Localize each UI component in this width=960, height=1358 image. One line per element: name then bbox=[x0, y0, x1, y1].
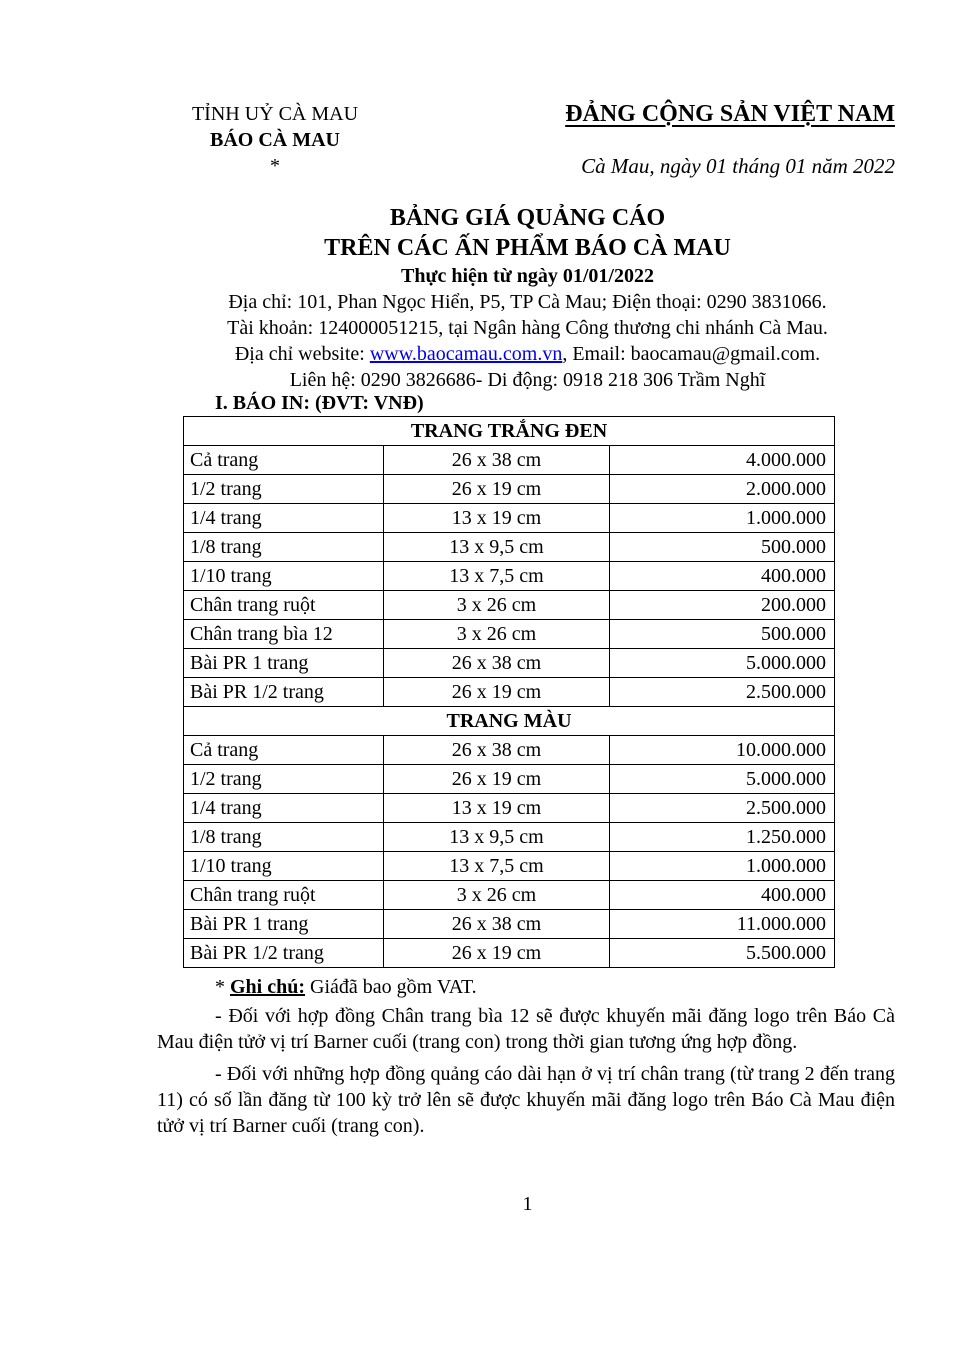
table-row bbox=[184, 562, 835, 591]
row-name: 1/4 trang bbox=[184, 794, 384, 823]
row-price: 4.000.000 bbox=[610, 446, 835, 475]
row-size: 26 x 19 cm bbox=[384, 678, 610, 707]
notes-block bbox=[157, 974, 895, 1139]
date-line: Cà Mau, ngày 01 tháng 01 năm 2022 bbox=[581, 154, 895, 178]
row-name: Chân trang ruột bbox=[184, 881, 384, 910]
row-name: Bài PR 1/2 trang bbox=[184, 678, 384, 707]
effective-date: Thực hiện từ ngày 01/01/2022 bbox=[401, 265, 654, 287]
row-size: 26 x 38 cm bbox=[384, 736, 610, 765]
row-size: 26 x 38 cm bbox=[384, 910, 610, 939]
table-row bbox=[184, 591, 835, 620]
row-size: 26 x 19 cm bbox=[384, 475, 610, 504]
row-price: 1.250.000 bbox=[610, 823, 835, 852]
table-row bbox=[184, 852, 835, 881]
table-row bbox=[184, 475, 835, 504]
title-line-2: TRÊN CÁC ẤN PHẨM BÁO CÀ MAU bbox=[324, 235, 731, 261]
row-price: 400.000 bbox=[610, 562, 835, 591]
row-size: 3 x 26 cm bbox=[384, 591, 610, 620]
row-name: 1/10 trang bbox=[184, 562, 384, 591]
org-newspaper: BÁO CÀ MAU bbox=[210, 129, 340, 151]
note-vat bbox=[157, 974, 895, 1000]
row-size: 26 x 38 cm bbox=[384, 649, 610, 678]
row-name: Bài PR 1/2 trang bbox=[184, 939, 384, 968]
row-price: 5.000.000 bbox=[610, 765, 835, 794]
section-bw-title: TRANG TRẮNG ĐEN bbox=[184, 417, 835, 446]
org-header bbox=[160, 101, 390, 179]
row-price: 10.000.000 bbox=[610, 736, 835, 765]
row-name: 1/8 trang bbox=[184, 823, 384, 852]
row-price: 200.000 bbox=[610, 591, 835, 620]
row-size: 13 x 9,5 cm bbox=[384, 533, 610, 562]
row-size: 13 x 19 cm bbox=[384, 794, 610, 823]
row-price: 1.000.000 bbox=[610, 504, 835, 533]
row-price: 2.500.000 bbox=[610, 678, 835, 707]
contact-hotline: Liên hệ: 0290 3826686- Di động: 0918 218 306 Trầm Nghĩ bbox=[289, 369, 766, 391]
row-size: 13 x 19 cm bbox=[384, 504, 610, 533]
document-title bbox=[160, 203, 895, 393]
row-price: 5.500.000 bbox=[610, 939, 835, 968]
section-color bbox=[184, 707, 835, 736]
row-name: 1/8 trang bbox=[184, 533, 384, 562]
table-row bbox=[184, 765, 835, 794]
note-label-prefix: * bbox=[215, 976, 230, 998]
table-row bbox=[184, 910, 835, 939]
row-size: 3 x 26 cm bbox=[384, 881, 610, 910]
org-province: TỈNH UỶ CÀ MAU bbox=[191, 103, 359, 125]
table-row bbox=[184, 823, 835, 852]
row-price: 2.500.000 bbox=[610, 794, 835, 823]
price-table-body bbox=[184, 417, 835, 968]
row-price: 500.000 bbox=[610, 533, 835, 562]
row-size: 26 x 38 cm bbox=[384, 446, 610, 475]
table-row bbox=[184, 939, 835, 968]
table-row bbox=[184, 794, 835, 823]
title-line-1: BẢNG GIÁ QUẢNG CÁO bbox=[389, 205, 666, 231]
page-number: 1 bbox=[522, 1193, 533, 1215]
table-row bbox=[184, 504, 835, 533]
note-label: Ghi chú: bbox=[230, 976, 306, 998]
row-name: 1/2 trang bbox=[184, 475, 384, 504]
table-row bbox=[184, 736, 835, 765]
row-name: Chân trang ruột bbox=[184, 591, 384, 620]
section-print-heading: I. BÁO IN: (ĐVT: VNĐ) bbox=[215, 392, 424, 414]
row-price: 5.000.000 bbox=[610, 649, 835, 678]
price-table bbox=[183, 416, 835, 968]
row-price: 11.000.000 bbox=[610, 910, 835, 939]
party-name: ĐẢNG CỘNG SẢN VIỆT NAM bbox=[565, 101, 895, 127]
row-price: 400.000 bbox=[610, 881, 835, 910]
row-price: 1.000.000 bbox=[610, 852, 835, 881]
row-name: Cả trang bbox=[184, 446, 384, 475]
section-bw bbox=[184, 417, 835, 446]
row-size: 13 x 7,5 cm bbox=[384, 852, 610, 881]
note-2: - Đối với những hợp đồng quảng cáo dài hạn ở vị trí chân trang (từ trang 2 đến trang 11) có số lần đăng từ 100 kỳ trở lên sẽ được khuyến mãi đăng logo trên Báo Cà Mau điện tửở vị trí Barner cuối (trang con). bbox=[157, 1063, 895, 1137]
email-text: , Email: baocamau@gmail.com. bbox=[562, 343, 821, 365]
row-name: 1/10 trang bbox=[184, 852, 384, 881]
row-size: 26 x 19 cm bbox=[384, 939, 610, 968]
table-row bbox=[184, 881, 835, 910]
row-name: Chân trang bìa 12 bbox=[184, 620, 384, 649]
table-row bbox=[184, 533, 835, 562]
contact-account: Tài khoản: 124000051215, tại Ngân hàng Công thương chi nhánh Cà Mau. bbox=[227, 317, 828, 339]
contact-address: Địa chỉ: 101, Phan Ngọc Hiển, P5, TP Cà Mau; Điện thoại: 0290 3831066. bbox=[228, 291, 827, 313]
row-size: 26 x 19 cm bbox=[384, 765, 610, 794]
row-name: 1/2 trang bbox=[184, 765, 384, 794]
row-name: 1/4 trang bbox=[184, 504, 384, 533]
table-row bbox=[184, 678, 835, 707]
row-size: 3 x 26 cm bbox=[384, 620, 610, 649]
website-link[interactable]: www.baocamau.com.vn bbox=[369, 343, 563, 365]
website-label: Địa chỉ website: bbox=[234, 343, 370, 365]
table-row bbox=[184, 649, 835, 678]
section-color-title: TRANG MÀU bbox=[184, 707, 835, 736]
table-row bbox=[184, 620, 835, 649]
contact-website-line bbox=[160, 341, 895, 367]
row-name: Bài PR 1 trang bbox=[184, 910, 384, 939]
org-star: * bbox=[270, 155, 280, 177]
note-vat-text: Giáđã bao gồm VAT. bbox=[305, 976, 477, 998]
row-size: 13 x 7,5 cm bbox=[384, 562, 610, 591]
row-price: 2.000.000 bbox=[610, 475, 835, 504]
row-size: 13 x 9,5 cm bbox=[384, 823, 610, 852]
row-price: 500.000 bbox=[610, 620, 835, 649]
row-name: Bài PR 1 trang bbox=[184, 649, 384, 678]
table-row bbox=[184, 446, 835, 475]
row-name: Cả trang bbox=[184, 736, 384, 765]
note-1: - Đối với hợp đồng Chân trang bìa 12 sẽ được khuyến mãi đăng logo trên Báo Cà Mau điện tửở vị trí Barner cuối (trang con) trong thời gian tương ứng hợp đồng. bbox=[157, 1005, 895, 1053]
